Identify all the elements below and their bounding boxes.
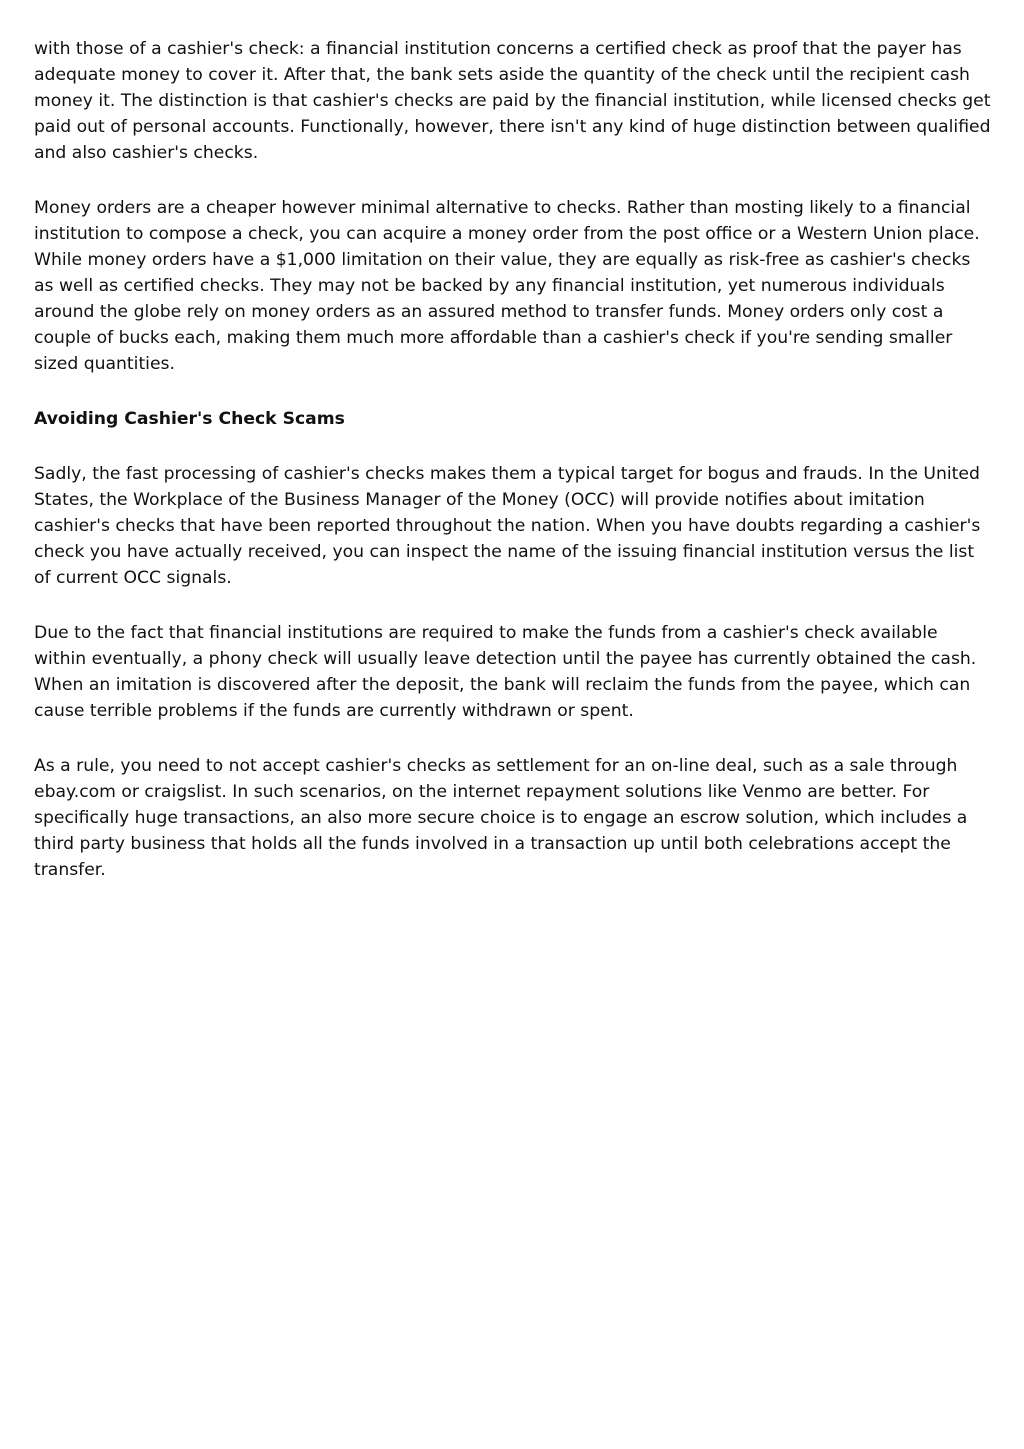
paragraph-money-orders: Money orders are a cheaper however minimal alternative to checks. Rather than mosting likely to a financial institution to compose a check, you can acquire a money order from the post office or a Western Union place. While money orders have a $1,000 limitation on their value, they are equally as risk-free as cashier's checks as well as certified checks. They may not be backed by any financial institution, yet numerous individuals around the globe rely on money orders as an assured method to transfer funds. Money orders only cost a couple of bucks each, making them much more affordable than a cashier's check if you're sending smaller sized quantities. (34, 198, 980, 374)
paragraph-scams-occ: Sadly, the fast processing of cashier's checks makes them a typical target for bogus and frauds. In the United States, the Workplace of the Business Manager of the Money (OCC) will provide notifies about imitation cashier's checks that have been reported throughout the nation. When you have doubts regarding a cashier's check you have actually received, you can inspect the name of the issuing financial institution versus the list of current OCC signals. (34, 464, 981, 588)
paragraph-certified-checks: with those of a cashier's check: a financial institution concerns a certified check as proof that the payer has adequate money to cover it. After that, the bank sets aside the quantity of the check until the recipient cash money it. The distinction is that cashier's checks are paid by the financial institution, while licensed checks get paid out of personal accounts. Functionally, however, there isn't any kind of huge distinction between qualified and also cashier's checks. (34, 39, 991, 163)
paragraph-online-deals: As a rule, you need to not accept cashier's checks as settlement for an on-line deal, such as a sale through ebay.com or craigslist. In such scenarios, on the internet repayment solutions like Venmo are better. For specifically huge transactions, an also more secure choice is to engage an escrow solution, which includes a third party business that holds all the funds involved in a transaction up until both celebrations accept the transfer. (34, 756, 968, 880)
document-page (34, 36, 994, 912)
paragraph-phony-check-detection: Due to the fact that financial institutions are required to make the funds from a cashier's check available within eventually, a phony check will usually leave detection until the payee has currently obtained the cash. When an imitation is discovered after the deposit, the bank will reclaim the funds from the payee, which can cause terrible problems if the funds are currently withdrawn or spent. (34, 623, 977, 721)
section-heading: Avoiding Cashier's Check Scams (34, 409, 345, 429)
